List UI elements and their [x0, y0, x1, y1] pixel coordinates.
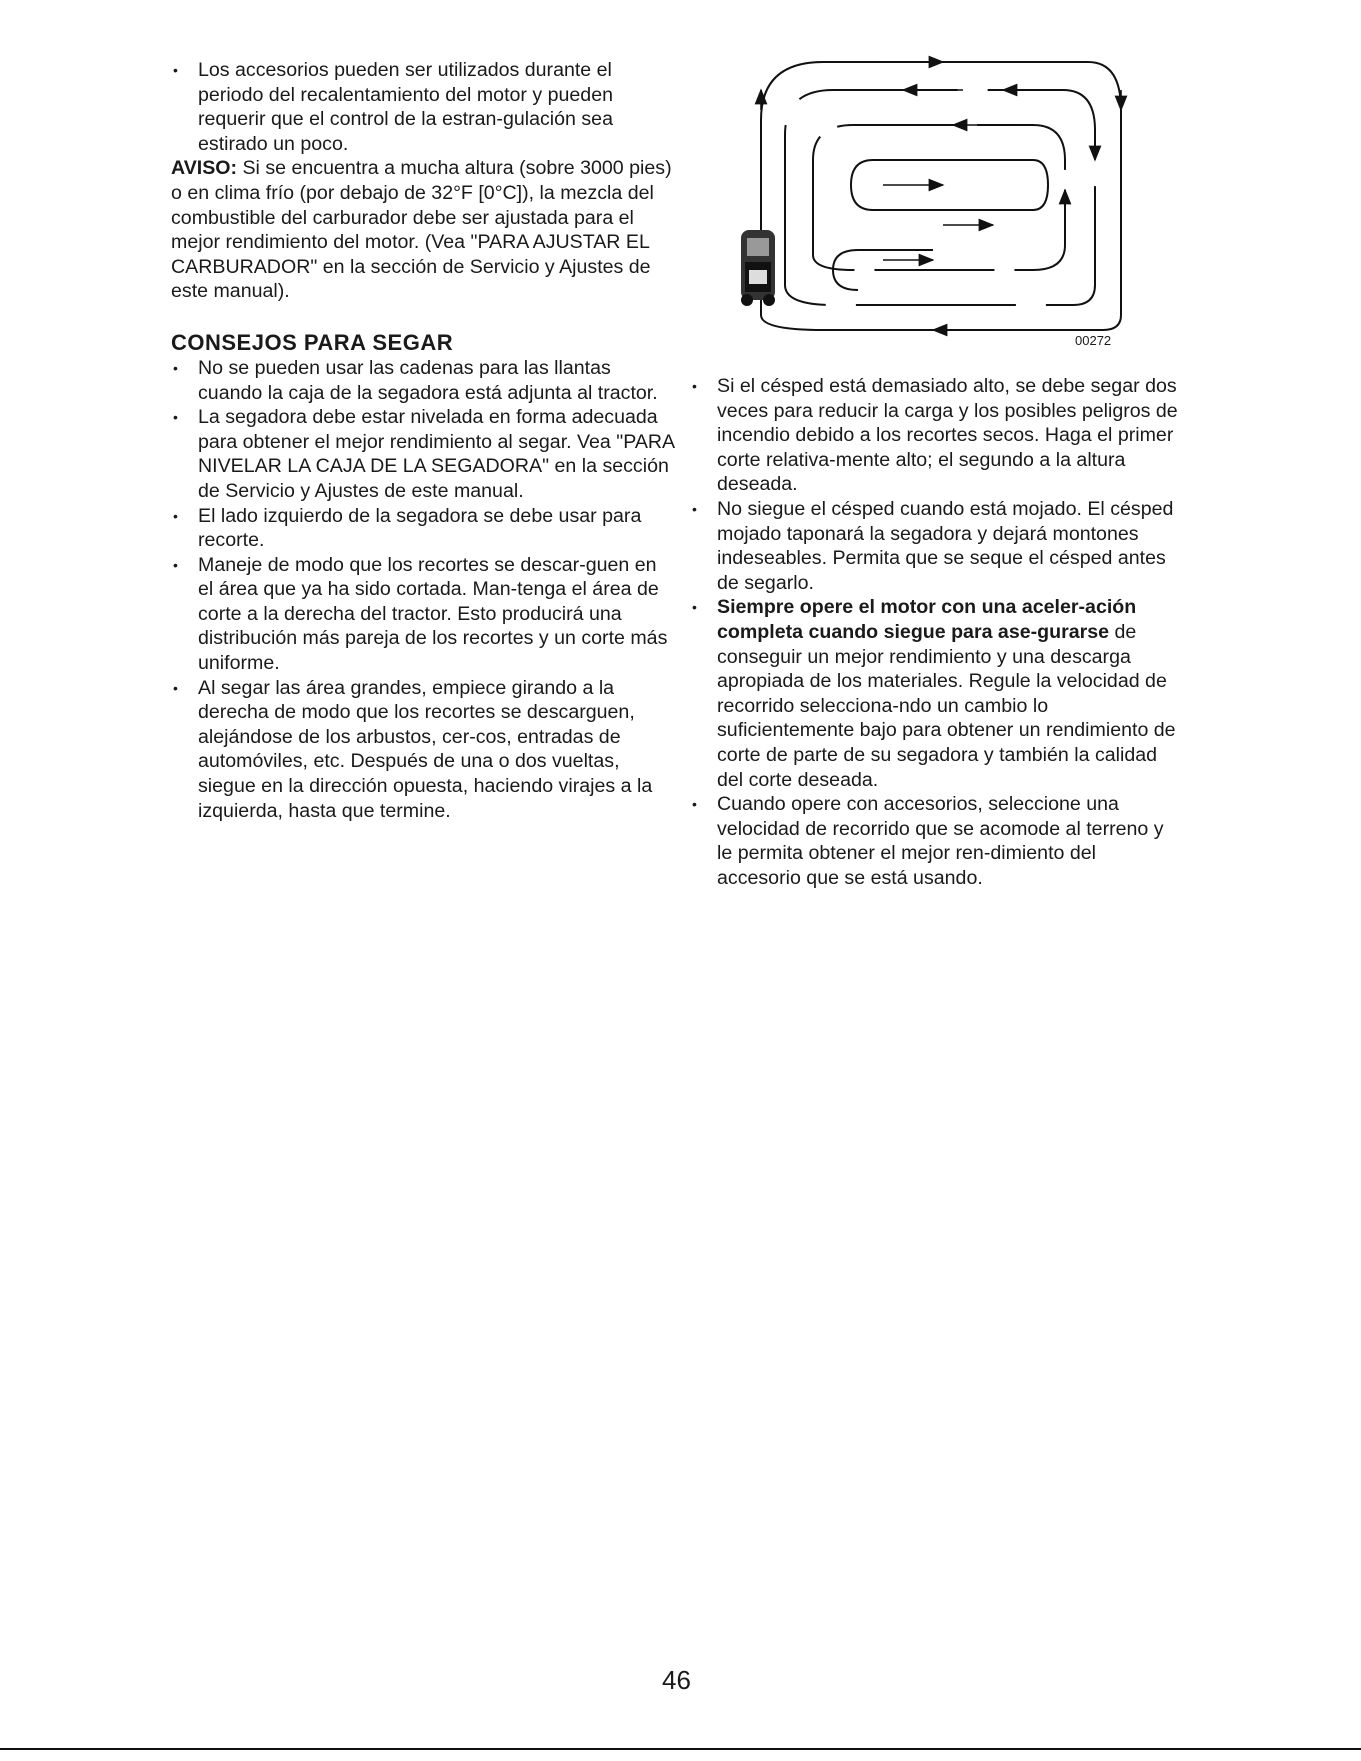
- right-tips-list: [690, 374, 1180, 890]
- tip-bold-text: Siempre opere el motor con una aceler-ación completa cuando siegue para ase-gurarse: [717, 596, 1137, 643]
- bullet-icon: •: [173, 507, 178, 524]
- bullet-icon: •: [173, 62, 178, 78]
- bullet-icon: •: [692, 378, 697, 394]
- page-number: 46: [662, 1665, 691, 1695]
- list-item: [171, 58, 677, 156]
- tip-text: Maneje de modo que los recortes se descar-guen en el área que ya ha sido cortada. Man-tenga el área de corte a la derecha del tractor. Esto producirá una distribución más pareja de los recortes y un corte más uniforme.: [198, 553, 668, 675]
- aviso-label: AVISO:: [171, 157, 238, 180]
- intro-list: [171, 58, 677, 156]
- bullet-icon: •: [173, 409, 178, 426]
- aviso-text: Si se encuentra a mucha altura (sobre 3000 pies) o en clima frío (por debajo de 32°F [0°C]), la mezcla del combustible del carburador debe ser ajustada para el mejor rendimiento del motor. (Vea "PARA AJUSTAR EL CARBURADOR" en la sección de Servicio y Ajustes de este manual).: [171, 157, 672, 303]
- list-item: [690, 595, 1180, 792]
- bullet-icon: •: [692, 796, 697, 813]
- left-column: [171, 58, 677, 823]
- list-item: [171, 405, 677, 503]
- tip-text: El lado izquierdo de la segadora se debe usar para recorte.: [198, 504, 642, 552]
- tip-text: No siegue el césped cuando está mojado. El césped mojado taponará la segadora y dejará montones indeseables. Permita que se seque el césped antes de segarlo.: [717, 497, 1174, 594]
- mowing-pattern-diagram: [733, 50, 1153, 360]
- tips-list: [171, 356, 677, 823]
- list-item: [690, 497, 1180, 595]
- list-item: [690, 374, 1180, 497]
- bullet-icon: •: [173, 556, 178, 573]
- figure-code: 00272: [1075, 333, 1112, 348]
- bullet-icon: •: [692, 500, 697, 517]
- bullet-icon: •: [173, 679, 178, 696]
- tip-text: No se pueden usar las cadenas para las llantas cuando la caja de la segadora está adjunta al tractor.: [198, 356, 658, 404]
- tip-text: Si el césped está demasiado alto, se debe segar dos veces para reducir la carga y los posibles peligros de incendio debido a los recortes secos. Haga el primer corte relativa-mente alto; el segundo a la altura deseada.: [717, 375, 1178, 496]
- bullet-icon: •: [173, 359, 178, 376]
- footer-rule: [0, 1748, 1361, 1750]
- tip-text: Cuando opere con accesorios, seleccione una velocidad de recorrido que se acomode al terreno y le permita obtener el mejor ren-dimiento del accesorio que se está usando.: [717, 793, 1164, 889]
- right-column: [690, 374, 1180, 890]
- tractor-icon: [741, 230, 775, 306]
- bullet-icon: •: [692, 599, 697, 616]
- aviso-paragraph: [171, 156, 677, 304]
- inner-loop: [851, 160, 1048, 210]
- list-item: [171, 504, 677, 553]
- list-item: [171, 356, 677, 405]
- tip-text: Al segar las área grandes, empiece girando a la derecha de modo que los recortes se descarguen, alejándose de los arbustos, cer-cos, entradas de automóviles, etc. Después de una o dos vueltas, siegue en la dirección opuesta, haciendo virajes a la izquierda, hasta que termine.: [198, 676, 653, 822]
- intro-bullet-text: Los accesorios pueden ser utilizados durante el periodo del recalentamiento del motor y pueden requerir que el control de la estran-gulación sea estirado un poco.: [198, 59, 613, 155]
- section-heading: CONSEJOS PARA SEGAR: [171, 329, 454, 355]
- list-item: [690, 792, 1180, 890]
- tip-text: La segadora debe estar nivelada en forma adecuada para obtener el mejor rendimiento al segar. Vea "PARA NIVELAR LA CAJA DE LA SEGADORA" en la sección de Servicio y Ajustes de este manual.: [198, 406, 675, 502]
- ring3-path: [813, 125, 1065, 270]
- list-item: [171, 553, 677, 676]
- outer-path: [761, 62, 1121, 330]
- ring2-path: [785, 90, 1095, 305]
- list-item: [171, 676, 677, 824]
- tip-text: de conseguir un mejor rendimiento y una descarga apropiada de los materiales. Regule la velocidad de recorrido selecciona-ndo un cambio lo suficientemente bajo para obtener un rendimiento de corte de parte de su segadora y también la calidad del corte deseada.: [717, 620, 1176, 791]
